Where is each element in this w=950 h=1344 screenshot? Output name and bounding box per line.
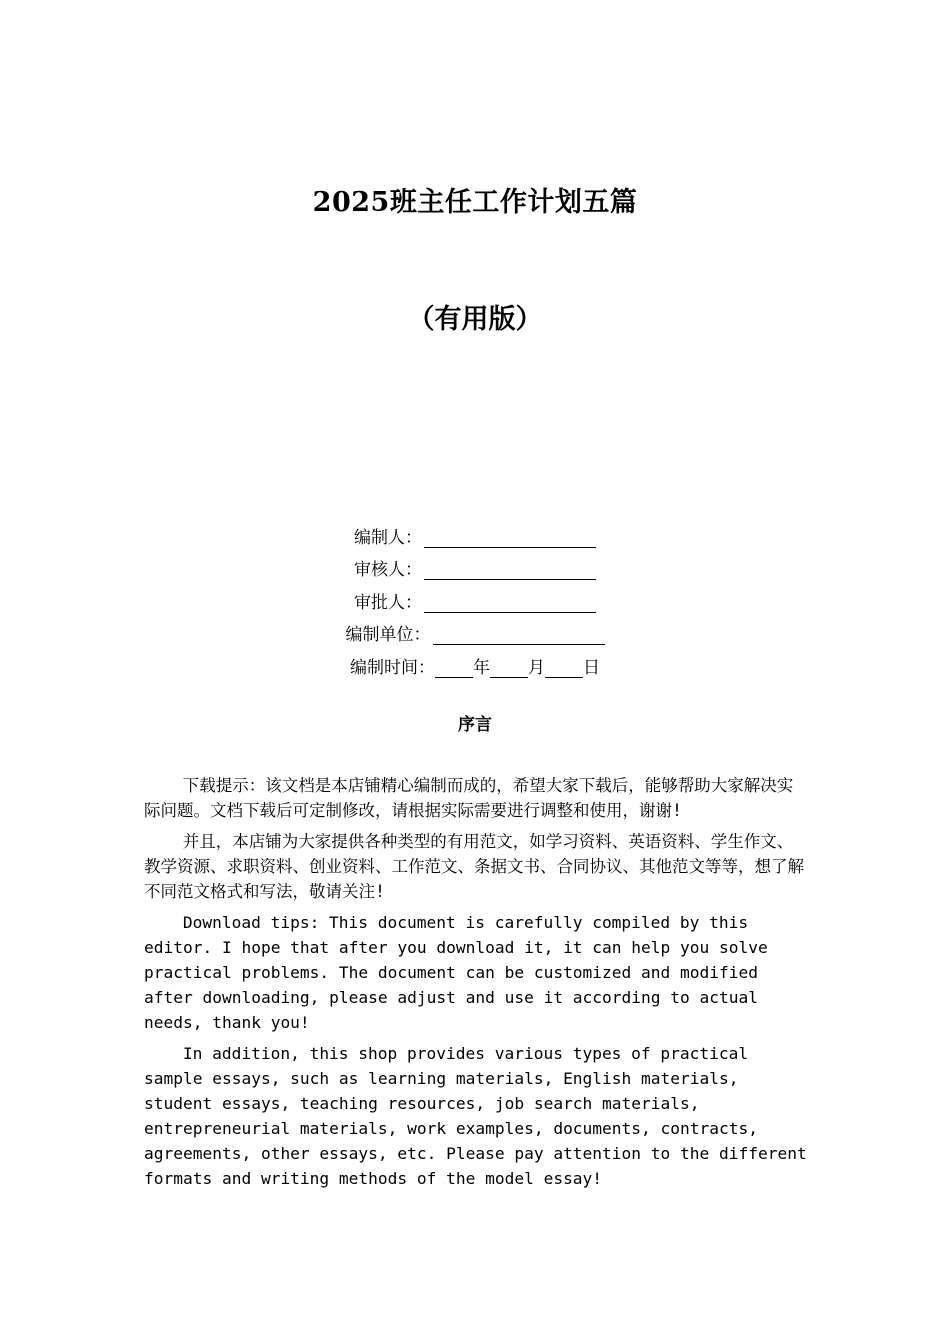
form-row-unit (0, 613, 950, 646)
signoff-form (0, 515, 950, 678)
form-label: 审核人： (354, 560, 422, 580)
fill-in-line (545, 659, 583, 678)
preface-heading: 序言 (458, 715, 492, 735)
year-label: 年 (473, 657, 490, 678)
fill-in-line (424, 561, 596, 580)
form-label: 审批人： (354, 592, 422, 613)
month-label: 月 (528, 657, 545, 678)
form-row-compiler (0, 515, 950, 548)
fill-in-line (433, 626, 605, 645)
form-row-reviewer (0, 548, 950, 581)
fill-in-line (490, 659, 528, 678)
form-label: 编制人： (354, 527, 422, 548)
fill-in-line (424, 529, 596, 548)
form-row-date (0, 645, 950, 678)
fill-in-line (435, 659, 473, 678)
document-title: 2025班主任工作计划五篇 (312, 187, 638, 218)
paragraph-en: Download tips: This document is carefully compiled by this editor. I hope that after you download it, it can help you solve practical problems. The document can be customized and modified after downloading, please adjust and use it according to actual needs, thank you! (144, 913, 768, 1032)
preface-body (144, 773, 809, 1197)
day-label: 日 (583, 657, 600, 678)
form-row-approver (0, 580, 950, 613)
document-subtitle: （有用版） (407, 304, 543, 335)
form-label: 编制单位： (345, 625, 431, 645)
paragraph-zh: 并且，本店铺为大家提供各种类型的有用范文，如学习资料、英语资料、学生作文、教学资源、求职资料、创业资料、工作范文、条据文书、合同协议、其他范文等等，想了解不同范文格式和写法，敬请关注! (144, 832, 804, 901)
fill-in-line (424, 594, 596, 613)
paragraph-zh: 下载提示：该文档是本店铺精心编制而成的，希望大家下载后，能够帮助大家解决实际问题。文档下载后可定制修改，请根据实际需要进行调整和使用，谢谢! (144, 776, 794, 820)
form-label: 编制时间： (350, 657, 435, 678)
paragraph-en: In addition, this shop provides various types of practical sample essays, such as learning materials, English materials, student essays, teaching resources, job search materials, entrepreneurial materials, work examples, documents, contracts, agreements, other essays, etc. Please pay attention to the different formats and writing methods of the model essay! (144, 1044, 807, 1188)
